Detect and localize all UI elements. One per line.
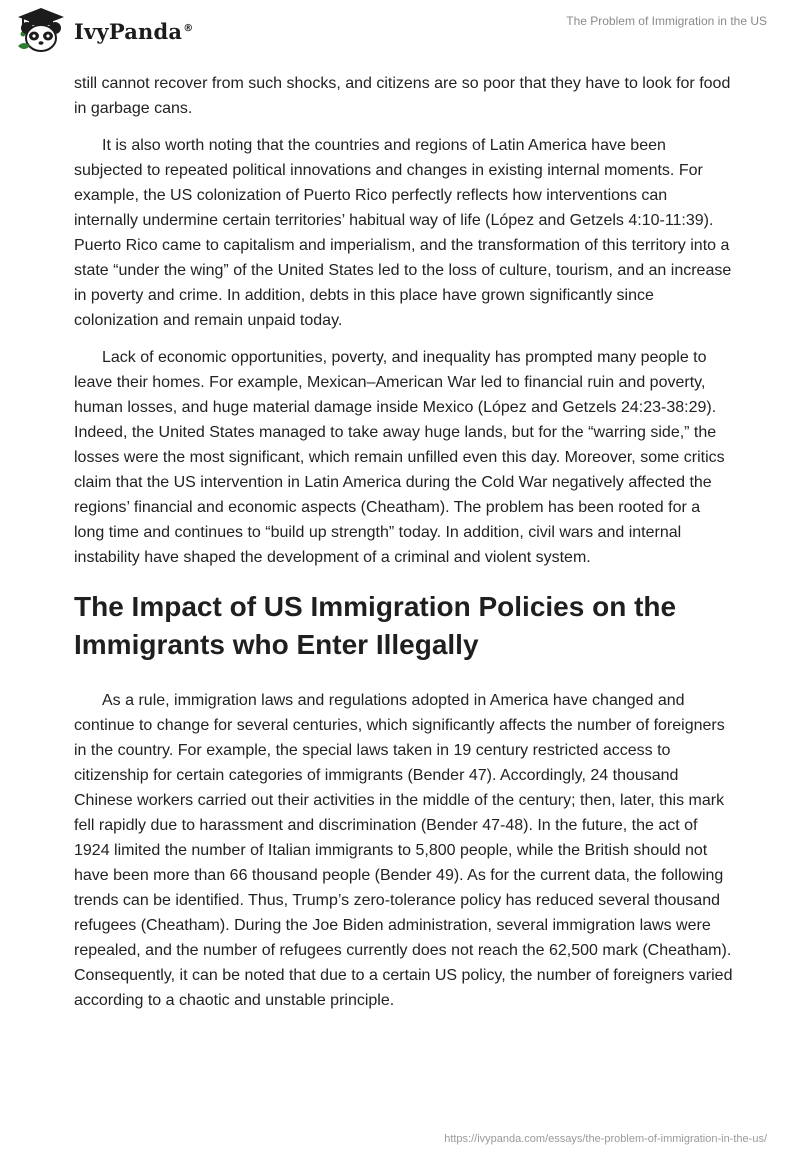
document-title: The Problem of Immigration in the US — [566, 14, 767, 28]
brand-logo[interactable] — [14, 6, 193, 54]
brand-name: IvyPanda® — [74, 18, 194, 44]
source-url[interactable]: https://ivypanda.com/essays/the-problem-of-immigration-in-the-us/ — [444, 1133, 767, 1145]
paragraph: Lack of economic opportunities, poverty, and inequality has prompted many people to leave their homes. For example, Mexican–American War led to financial ruin and poverty, human losses, and huge material damage inside Mexico (López and Getzels 24:23-38:29). Indeed, the United States managed to take away huge lands, but for the “warring side,” the losses were the most significant, which remain unfilled even this day. Moreover, some critics claim that the US intervention in Latin America during the Cold War negatively affected the regions’ financial and economic aspects (Cheatham). The problem has been rooted for a long time and continues to “build up strength” today. In addition, civil wars and internal instability have shaped the development of a criminal and violent system. — [74, 349, 725, 566]
paragraph: still cannot recover from such shocks, and citizens are so poor that they have to look for food in garbage cans. — [74, 75, 731, 117]
panda-logo-icon — [14, 6, 68, 54]
paragraph: As a rule, immigration laws and regulations adopted in America have changed and continue to change for several centuries, which significantly affects the number of foreigners in the country. For example, the special laws taken in 19 century restricted access to citizenship for certain categories of immigrants (Bender 47). Accordingly, 24 thousand Chinese workers carried out their activities in the middle of the century; then, later, this mark fell rapidly due to harassment and discrimination (Bender 47-48). In the future, the act of 1924 limited the number of Italian immigrants to 5,800 people, while the British should not have been more than 66 thousand people (Bender 49). As for the current data, the following trends can be identified. Thus, Trump’s zero-tolerance policy has reduced several thousand refugees (Cheatham). During the Joe Biden administration, several immigration laws were repealed, and the number of refugees currently does not reach the 62,500 mark (Cheatham). Consequently, it can be noted that due to a certain US policy, the number of foreigners varied according to a chaotic and unstable principle. — [74, 692, 733, 1009]
article-body — [74, 71, 734, 1025]
page-header — [0, 0, 800, 62]
registered-mark: ® — [183, 22, 194, 34]
paragraph: It is also worth noting that the countries and regions of Latin America have been subjected to repeated political innovations and changes in existing internal moments. For example, the US colonization of Puerto Rico perfectly reflects how interventions can internally undermine certain territories’ habitual way of life (López and Getzels 4:10-11:39). Puerto Rico came to capitalism and imperialism, and the transformation of this territory into a state “under the wing” of the United States led to the loss of culture, tourism, and an increase in poverty and crime. In addition, debts in this place have grown significantly since colonization and remain unpaid today. — [74, 137, 732, 329]
section-heading: The Impact of US Immigration Policies on the Immigrants who Enter Illegally — [74, 591, 677, 660]
